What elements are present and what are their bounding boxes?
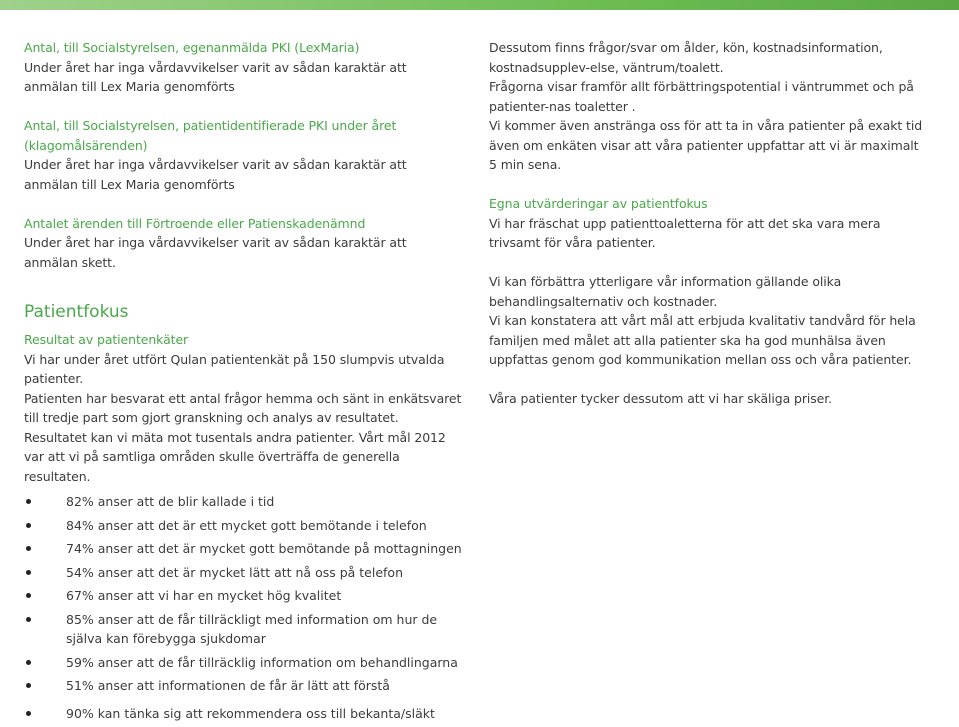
- bullet-icon: [26, 499, 31, 504]
- own-evaluation-heading: Egna utvärderingar av patientfokus: [489, 196, 708, 211]
- survey-paragraph-3: Resultatet kan vi mäta mot tusentals andra patienter. Vårt mål 2012 var att vi på samtliga områden skulle överträffa de generella resultaten.: [24, 429, 446, 484]
- bullet-icon: [26, 593, 31, 598]
- own-evaluation-text: Vi har fräschat upp patienttoaletterna för att det ska vara mera trivsamt för våra patienter.: [489, 215, 881, 250]
- prices-text: Våra patienter tycker dessutom att vi har skäliga priser.: [489, 391, 833, 406]
- right-column: [489, 38, 929, 409]
- complaints-text: Under året har inga vårdavvikelser varit av sådan karaktär att anmälan till Lex Maria genomförts: [24, 157, 407, 192]
- list-item: 51% anser att informationen de får är lätt att förstå: [24, 676, 464, 696]
- bullet-icon: [26, 523, 31, 528]
- left-column: [24, 38, 464, 727]
- information-text: Vi kan förbättra ytterligare vår information gällande olika behandlingsalternativ och kostnader.: [489, 274, 842, 309]
- complaints-heading: Antal, till Socialstyrelsen, patientidentifierade PKI under året (klagomålsärenden): [24, 118, 397, 153]
- survey-heading: Resultat av patientenkäter: [24, 332, 189, 347]
- list-item: 85% anser att de får tillräckligt med information om hur de själva kan förebygga sjukdomar: [24, 610, 464, 649]
- lexmaria-text: Under året har inga vårdavvikelser varit av sådan karaktär att anmälan till Lex Maria genomförts: [24, 59, 407, 94]
- bullet-icon: [26, 683, 31, 688]
- list-item: 67% anser att vi har en mycket hög kvalitet: [24, 586, 464, 606]
- bullet-icon: [26, 660, 31, 665]
- top-accent-bar: [0, 0, 959, 10]
- list-item: 90% kan tänka sig att rekommendera oss till bekanta/släkt: [24, 704, 464, 724]
- extra-questions-text: Dessutom finns frågor/svar om ålder, kön, kostnadsinformation, kostnadsupplev-else, väntrum/toalett.: [489, 40, 883, 75]
- survey-paragraph-2: Patienten har besvarat ett antal frågor hemma och sänt in enkätsvaret till tredje part som gjort granskning och analys av resultatet.: [24, 390, 462, 425]
- goal-text: Vi kan konstatera att vårt mål att erbjuda kvalitativ tandvård för hela familjen med målet att alla patienter ska ha god munhälsa även uppfattas genom god kommunikation mellan oss och våra patienter.: [489, 313, 916, 367]
- list-item: 59% anser att de får tillräcklig information om behandlingarna: [24, 653, 464, 673]
- list-item: 82% anser att de blir kallade i tid: [24, 492, 464, 512]
- bullet-icon: [26, 617, 31, 622]
- punctuality-text: Vi kommer även anstränga oss för att ta in våra patienter på exakt tid även om enkäten visar att våra patienter uppfattar att vi är maximalt 5 min sena.: [489, 118, 923, 172]
- board-text: Under året har inga vårdavvikelser varit av sådan karaktär att anmälan skett.: [24, 235, 407, 270]
- board-heading: Antalet ärenden till Förtroende eller Patienskadenämnd: [24, 215, 366, 231]
- section-title: Patientfokus: [24, 302, 129, 322]
- survey-paragraph-1: Vi har under året utfört Qulan patientenkät på 150 slumpvis utvalda patienter.: [24, 351, 445, 386]
- bullet-icon: [26, 570, 31, 575]
- bullet-icon: [26, 711, 31, 716]
- list-item: 74% anser att det är mycket gott bemötande på mottagningen: [24, 539, 464, 559]
- list-item: 84% anser att det är ett mycket gott bemötande i telefon: [24, 516, 464, 536]
- survey-results-list: [24, 492, 464, 723]
- list-item: 54% anser att det är mycket lätt att nå oss på telefon: [24, 563, 464, 583]
- bullet-icon: [26, 546, 31, 551]
- lexmaria-heading: Antal, till Socialstyrelsen, egenanmälda PKI (LexMaria): [24, 40, 360, 55]
- improvement-text: Frågorna visar framför allt förbättringspotential i väntrummet och på patienter-nas toaletter .: [489, 79, 914, 114]
